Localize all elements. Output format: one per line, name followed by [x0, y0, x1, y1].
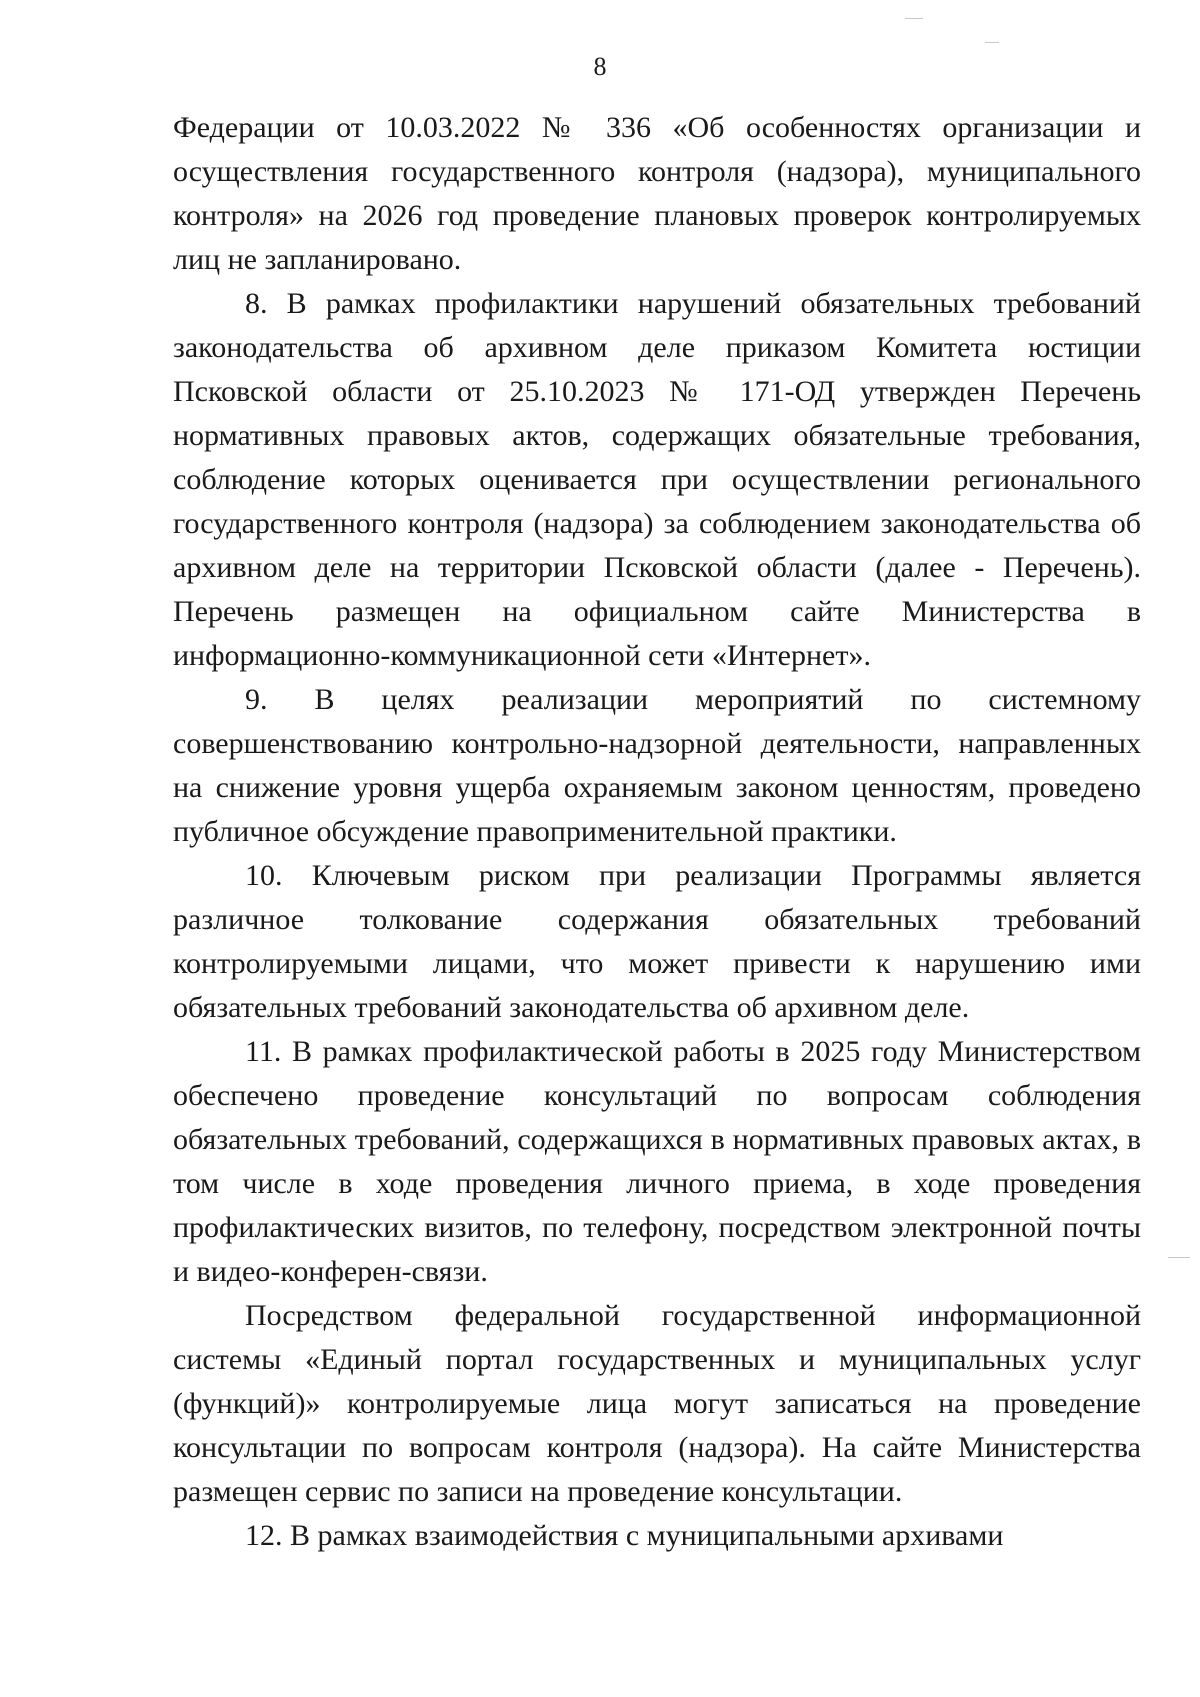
paragraph-item-8: 8. В рамках профилактики нарушений обязательных требований законодательства об архивном деле приказом Комитета юстиции Псковской области от 25.10.2023 № 171-ОД утвержден Перечень нормативных правовых актов, содержащих обязательные требования, соблюдение которых оценивается при осуществлении регионального государственного контроля (надзора) за соблюдением законодательства об архивном деле на территории Псковской области (далее - Перечень). Перечень размещен на официальном сайте Министерства в информационно-коммуникационной сети «Интернет». — [173, 287, 1141, 672]
scan-speck — [905, 18, 923, 19]
scan-speck — [985, 42, 999, 43]
paragraph-item-10: 10. Ключевым риском при реализации Программы является различное толкование содержания обязательных требований контролируемыми лицами, что может привести к нарушению ими обязательных требований законодательства об архивном деле. — [173, 859, 1141, 1024]
paragraph-item-11: 11. В рамках профилактической работы в 2025 году Министерством обеспечено проведение консультаций по вопросам соблюдения обязательных требований, содержащихся в нормативных правовых актах, в том числе в ходе проведения личного приема, в ходе проведения профилактических визитов, по телефону, посредством электронной почты и видео-конферен-связи. — [173, 1035, 1141, 1288]
scan-speck — [1168, 1257, 1190, 1258]
paragraph-item-9: 9. В целях реализации мероприятий по системному совершенствованию контрольно-надзорной деятельности, направленных на снижение уровня ущерба охраняемым законом ценностям, проведено публичное обсуждение правоприменительной практики. — [173, 683, 1141, 848]
document-body — [173, 106, 1141, 1558]
page-number: 8 — [593, 52, 607, 81]
paragraph-item-12: 12. В рамках взаимодействия с муниципальными архивами — [245, 1519, 1004, 1552]
paragraph-federation-continuation: Федерации от 10.03.2022 № 336 «Об особенностях организации и осуществления государственного контроля (надзора), муниципального контроля» на 2026 год проведение плановых проверок контролируемых лиц не запланировано. — [173, 111, 1141, 276]
paragraph-gosuslugi: Посредством федеральной государственной информационной системы «Единый портал государственных и муниципальных услуг (функций)» контролируемые лица могут записаться на проведение консультации по вопросам контроля (надзора). На сайте Министерства размещен сервис по записи на проведение консультации. — [173, 1299, 1141, 1508]
